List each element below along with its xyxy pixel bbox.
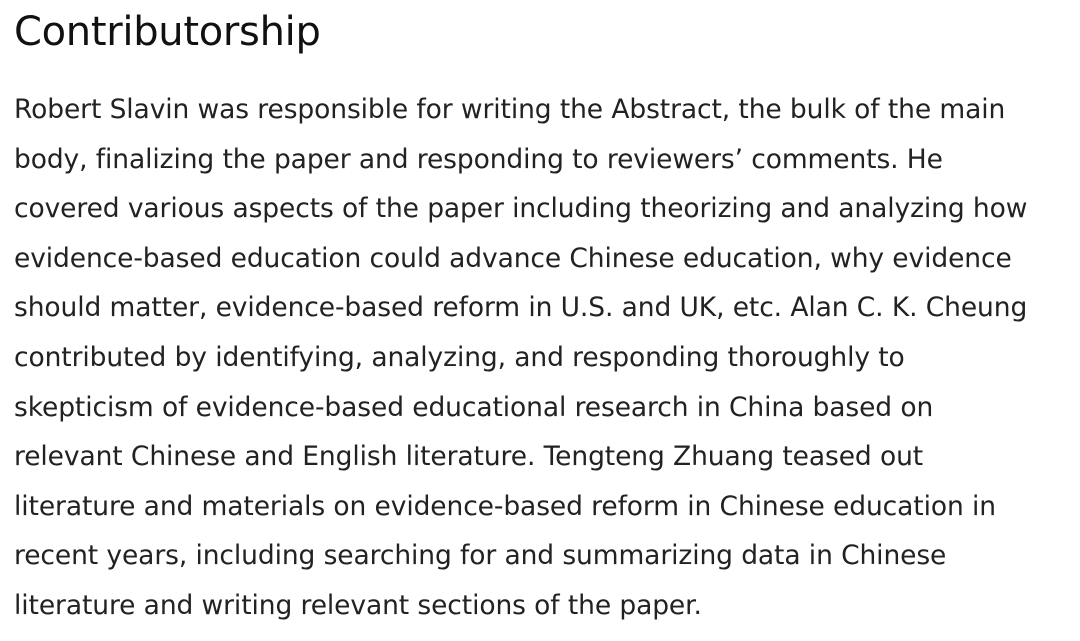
- paragraph-line: skepticism of evidence-based educational research in China based on: [14, 391, 934, 423]
- section-heading: Contributorship: [14, 9, 321, 55]
- paragraph-line: literature and writing relevant sections of the paper.: [14, 589, 702, 621]
- paragraph-line: covered various aspects of the paper including theorizing and analyzing how: [14, 193, 1028, 225]
- paragraph-line: contributed by identifying, analyzing, and responding thoroughly to: [14, 341, 905, 373]
- paragraph-line: body, finalizing the paper and responding to reviewers’ comments. He: [14, 143, 943, 175]
- contributorship-section: [14, 0, 1066, 631]
- paragraph-line: literature and materials on evidence-based reform in Chinese education in: [14, 490, 996, 522]
- paragraph-line: evidence-based education could advance Chinese education, why evidence: [14, 242, 1012, 274]
- paragraph-line: should matter, evidence-based reform in U.S. and UK, etc. Alan C. K. Cheung: [14, 292, 1028, 324]
- paragraph-line: Robert Slavin was responsible for writing the Abstract, the bulk of the main: [14, 94, 1006, 125]
- paragraph-line: recent years, including searching for and summarizing data in Chinese: [14, 540, 947, 572]
- paragraph-line: relevant Chinese and English literature. Tengteng Zhuang teased out: [14, 441, 924, 473]
- contributorship-paragraph: [14, 85, 1066, 631]
